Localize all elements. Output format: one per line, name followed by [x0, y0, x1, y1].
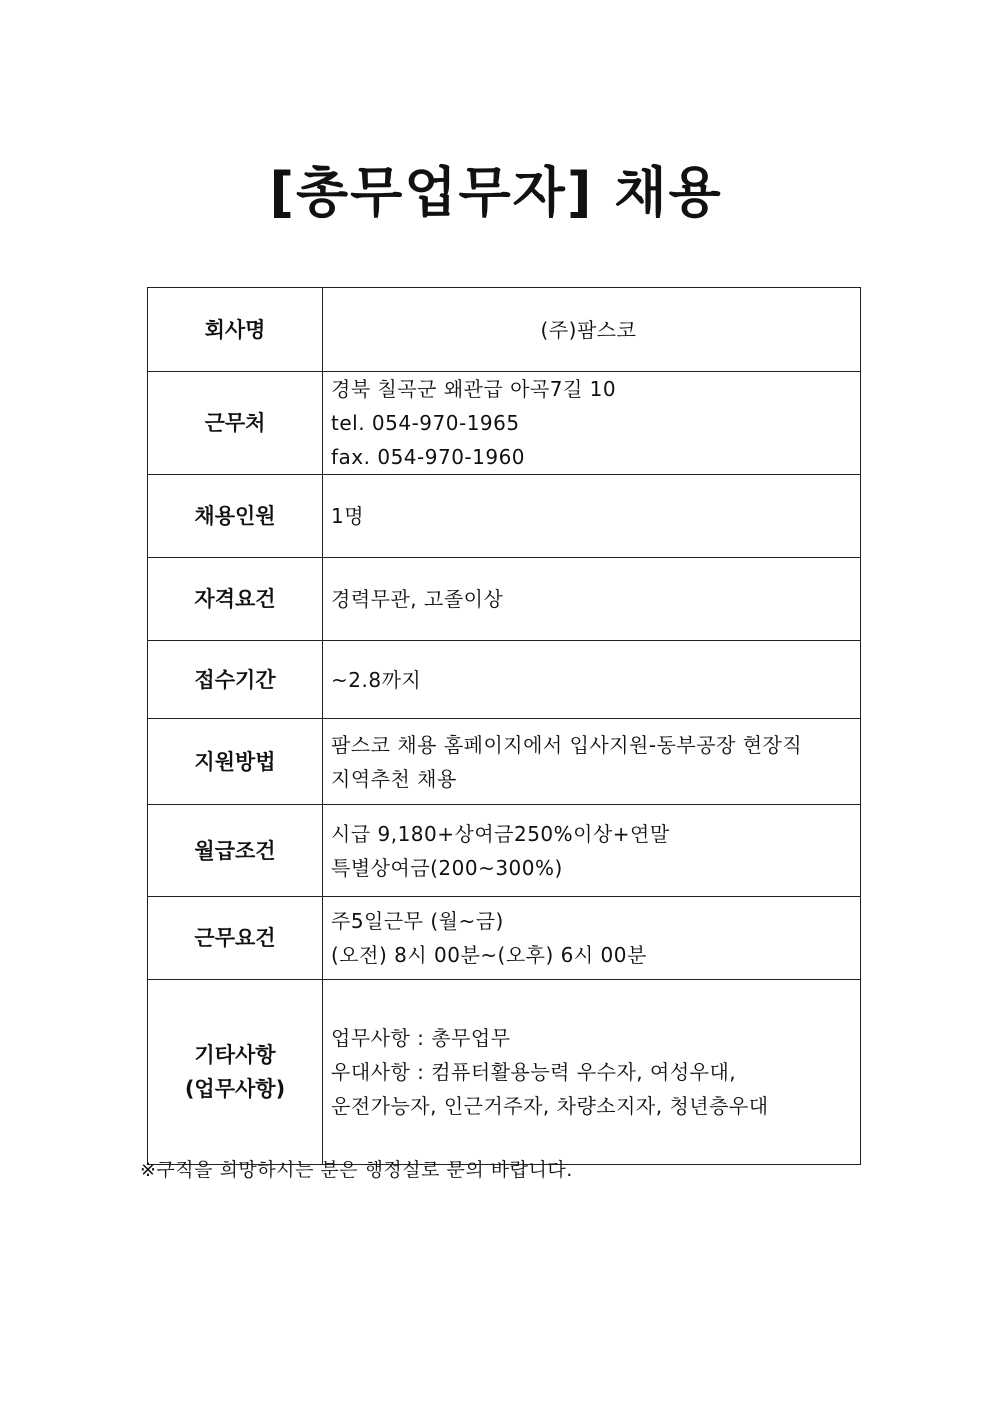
- value-line: 특별상여금(200~300%): [331, 855, 563, 880]
- value-line: 1명: [331, 504, 365, 528]
- value-line: tel. 054-970-1965: [331, 411, 520, 435]
- table-row-period: [148, 641, 861, 719]
- row-label: [148, 980, 323, 1165]
- footnote: ※구직을 희망하시는 분은 행정실로 문의 바랍니다.: [140, 1159, 573, 1181]
- row-label: 자격요건: [148, 558, 323, 641]
- table-row-headcount: [148, 475, 861, 558]
- row-label: 근무요건: [148, 897, 323, 980]
- row-value: [323, 805, 861, 897]
- value-line: (주)팜스코: [540, 317, 637, 342]
- row-label: 회사명: [148, 288, 323, 372]
- table-row-company: [148, 288, 861, 372]
- value-line: 업무사항 : 총무업무: [331, 1026, 511, 1050]
- table-row-qualification: [148, 558, 861, 641]
- value-line: 경북 칠곡군 왜관급 아곡7길 10: [331, 377, 617, 401]
- value-line: 우대사항 : 컴퓨터활용능력 우수자, 여성우대,: [331, 1060, 737, 1084]
- row-value: [323, 372, 861, 475]
- table-row-salary: [148, 805, 861, 897]
- job-info-table: [147, 287, 861, 1165]
- value-line: (오전) 8시 00분~(오후) 6시 00분: [331, 943, 647, 967]
- table-row-work-conditions: [148, 897, 861, 980]
- row-label: 지원방법: [148, 719, 323, 805]
- page-title: [총무업무자] 채용: [269, 161, 723, 224]
- value-line: 팜스코 채용 홈페이지에서 입사지원-동부공장 현장직: [331, 732, 803, 757]
- row-label: 접수기간: [148, 641, 323, 719]
- value-line: 시급 9,180+상여금250%이상+연말: [331, 821, 670, 846]
- row-value: [323, 897, 861, 980]
- row-value: [323, 288, 861, 372]
- value-line: 주5일근무 (월~금): [331, 909, 504, 933]
- row-label: 근무처: [148, 372, 323, 475]
- row-value: [323, 980, 861, 1165]
- label-line: 기타사항: [194, 1043, 276, 1067]
- table-row-workplace: [148, 372, 861, 475]
- label-line: (업무사항): [184, 1077, 286, 1101]
- table-row-other: [148, 980, 861, 1165]
- row-label: 채용인원: [148, 475, 323, 558]
- row-label: 월급조건: [148, 805, 323, 897]
- value-line: 경력무관, 고졸이상: [331, 587, 504, 611]
- value-line: fax. 054-970-1960: [331, 445, 526, 469]
- table-row-apply-method: [148, 719, 861, 805]
- value-line: 운전가능자, 인근거주자, 차량소지자, 청년층우대: [331, 1094, 769, 1118]
- row-value: [323, 475, 861, 558]
- row-value: [323, 719, 861, 805]
- row-value: [323, 558, 861, 641]
- value-line: ~2.8까지: [331, 667, 422, 692]
- row-value: [323, 641, 861, 719]
- value-line: 지역추천 채용: [331, 766, 457, 791]
